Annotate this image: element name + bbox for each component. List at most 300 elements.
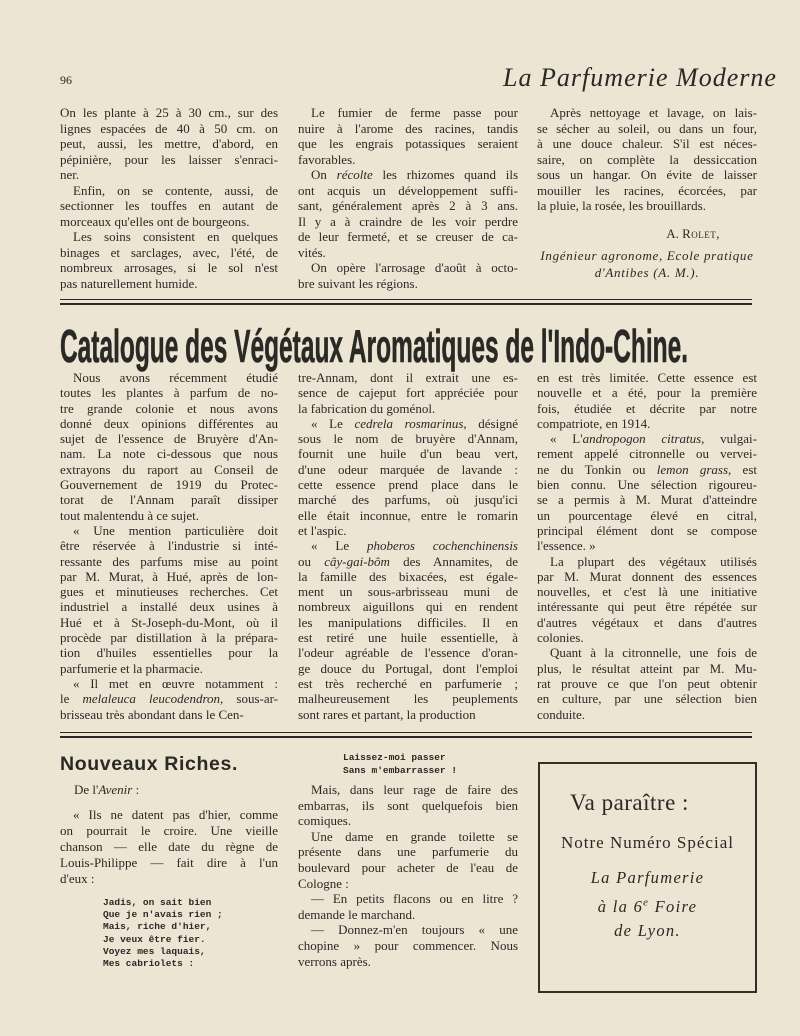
line-text bbox=[298, 198, 518, 213]
text-line bbox=[537, 630, 757, 645]
song-verse bbox=[103, 897, 223, 970]
text-line bbox=[298, 844, 518, 860]
text-run: à la 6 bbox=[597, 897, 644, 916]
text-line bbox=[537, 152, 757, 168]
text-line bbox=[537, 446, 757, 461]
line-text bbox=[537, 446, 757, 461]
line-text bbox=[298, 569, 518, 584]
article-intro bbox=[60, 807, 278, 887]
line-text bbox=[537, 538, 596, 553]
text-line bbox=[537, 492, 757, 507]
text-run: Foire bbox=[649, 897, 698, 916]
line-text bbox=[537, 569, 757, 584]
text-line bbox=[60, 183, 278, 199]
text-run: brisseau très abondant dans le Cen- bbox=[60, 706, 244, 722]
line-text bbox=[60, 446, 278, 461]
paragraph bbox=[60, 105, 278, 183]
text-line bbox=[298, 538, 518, 553]
text-run: (A. M.). bbox=[649, 265, 700, 280]
text-run: , est bbox=[728, 461, 757, 477]
line-text bbox=[311, 829, 518, 844]
paragraph bbox=[298, 538, 518, 722]
italic-text: Ingénieur agronome, Ecole pratique bbox=[540, 248, 754, 263]
line-text bbox=[311, 891, 518, 906]
line-text bbox=[298, 954, 371, 969]
text-line bbox=[298, 276, 518, 292]
text-run: On les plante à 25 à 30 cm., sur des bbox=[60, 105, 278, 120]
text-line bbox=[298, 661, 518, 676]
line-text bbox=[537, 615, 757, 630]
text-run: et l'aspic. bbox=[298, 522, 347, 538]
line-text bbox=[298, 676, 518, 691]
text-line bbox=[298, 260, 518, 276]
line-text bbox=[298, 136, 518, 151]
paragraph bbox=[60, 676, 278, 722]
verse-line: Voyez mes laquais, bbox=[103, 945, 206, 957]
line-text bbox=[60, 401, 278, 416]
text-run: « L' bbox=[550, 431, 583, 447]
text-line bbox=[60, 855, 278, 871]
announcement-box bbox=[538, 762, 757, 993]
line-text bbox=[60, 431, 278, 446]
line-text bbox=[537, 136, 757, 151]
text-run: toutes les plantes à parfum de no- bbox=[60, 385, 278, 401]
text-run: ment un sous-arbrisseau muni de bbox=[298, 584, 518, 600]
text-line bbox=[60, 431, 278, 446]
text-run: On opère l'arrosage d'août à octo- bbox=[311, 260, 518, 275]
text-line bbox=[60, 245, 278, 261]
text-run: à une douce chaleur. S'il est néces- bbox=[537, 136, 757, 151]
text-line bbox=[298, 167, 518, 183]
text-line bbox=[60, 229, 278, 245]
text-run: , désigné bbox=[463, 415, 518, 431]
text-run: verrons après. bbox=[298, 953, 371, 969]
line-text bbox=[60, 871, 94, 886]
article-title: Catalogue des Végétaux Aromatiques de l'Indo-Chine. bbox=[60, 320, 688, 372]
line-text bbox=[298, 245, 326, 260]
text-line bbox=[298, 599, 518, 614]
line-text bbox=[60, 554, 278, 569]
line-text bbox=[550, 105, 757, 120]
text-line bbox=[60, 105, 278, 121]
text-line bbox=[298, 707, 518, 722]
text-run: « Le bbox=[311, 415, 355, 431]
text-line bbox=[60, 645, 278, 660]
line-text bbox=[537, 676, 757, 691]
paragraph bbox=[298, 167, 518, 260]
text-run: ge douce du Portugal, dont l'emploi bbox=[298, 660, 518, 676]
text-run: Enfin, on se contente, aussi, de bbox=[73, 182, 278, 198]
text-line bbox=[60, 508, 278, 523]
text-run: compatriote, en 1914. bbox=[537, 415, 651, 431]
text-line bbox=[298, 198, 518, 214]
text-run: cette essence prend place dans le bbox=[298, 477, 518, 493]
paragraph bbox=[298, 829, 518, 891]
text-run: l'essence. » bbox=[537, 538, 596, 554]
text-run: Mais, dans leur rage de faire des bbox=[311, 782, 518, 797]
line-text bbox=[60, 645, 278, 660]
text-run: en est très limitée. Cette essence est bbox=[537, 370, 757, 385]
text-run: comiques. bbox=[298, 813, 352, 829]
line-text bbox=[60, 385, 278, 400]
line-text bbox=[298, 860, 518, 875]
text-line bbox=[298, 907, 518, 923]
text-line bbox=[298, 214, 518, 230]
text-line bbox=[298, 385, 518, 400]
article-column-1 bbox=[60, 370, 278, 722]
text-line bbox=[537, 538, 757, 553]
article-title-container bbox=[60, 753, 238, 777]
line-text bbox=[537, 462, 757, 477]
paragraph bbox=[537, 370, 757, 431]
text-run: industriel a installé deux usines à bbox=[60, 599, 278, 615]
text-line bbox=[298, 782, 518, 798]
line-text bbox=[298, 385, 518, 400]
line-text bbox=[298, 645, 518, 660]
text-line bbox=[537, 599, 757, 614]
line-text bbox=[298, 844, 518, 859]
line-text bbox=[537, 584, 757, 599]
italic-text: cedrela rosmarinus bbox=[354, 415, 464, 431]
line-text bbox=[60, 152, 278, 167]
text-run: fois, étudiée et décrite par notre bbox=[537, 400, 757, 416]
line-text bbox=[298, 508, 518, 523]
text-line bbox=[60, 198, 278, 214]
text-run: pépinière, pour les laisser s'enraci- bbox=[60, 151, 278, 167]
text-run: colonies. bbox=[537, 630, 584, 646]
text-run: nuire à l'arome des racines, tandis bbox=[298, 120, 518, 136]
text-run: en culture, par une sélection bien bbox=[537, 691, 757, 707]
text-line bbox=[537, 691, 757, 706]
text-run: présente dans une parfumerie du bbox=[298, 844, 518, 860]
verse-line: Mes cabriolets : bbox=[103, 958, 195, 970]
text-run: saire, on complète la dessiccation bbox=[537, 151, 757, 167]
text-run: de leur fermeté, et se creuser de ca- bbox=[298, 229, 518, 244]
text-line bbox=[537, 136, 757, 152]
text-line bbox=[537, 105, 757, 121]
text-run: morceaux qu'elles ont de bourgeons. bbox=[60, 213, 250, 229]
text-run: Le fumier de ferme passe pour bbox=[311, 105, 518, 120]
paragraph bbox=[298, 370, 518, 416]
text-run: par M. Murat donnent des essences bbox=[537, 568, 757, 584]
text-line bbox=[298, 121, 518, 137]
text-run: est très recherché en parfumerie ; bbox=[298, 675, 518, 691]
paragraph bbox=[298, 891, 518, 922]
text-run: boulevard pour acheter de l'eau de bbox=[298, 859, 518, 875]
text-line bbox=[537, 401, 757, 416]
line-text bbox=[73, 229, 278, 244]
text-line bbox=[298, 860, 518, 876]
text-run: que les engrais potassiques seraient bbox=[298, 136, 518, 151]
paragraph bbox=[60, 370, 278, 523]
text-run: vités. bbox=[298, 244, 326, 260]
text-run: parfumerie et la pharmacie. bbox=[60, 660, 203, 676]
text-run: être réservée à l'industrie si inté- bbox=[60, 538, 278, 554]
text-line bbox=[60, 615, 278, 630]
text-run: rement appelé citronnelle ou vervei- bbox=[537, 446, 757, 462]
text-line bbox=[298, 615, 518, 630]
text-run: les rhizomes quand ils bbox=[372, 167, 518, 182]
line-text bbox=[60, 167, 79, 182]
paragraph bbox=[60, 523, 278, 676]
text-run: Une dame en grande toilette se bbox=[311, 828, 518, 844]
line-text bbox=[298, 813, 351, 828]
line-text bbox=[537, 152, 757, 167]
line-text bbox=[537, 198, 706, 213]
text-line bbox=[60, 401, 278, 416]
text-run: sectionner les touffes en autant de bbox=[60, 198, 278, 213]
text-line bbox=[298, 876, 518, 892]
text-run: la fabrication du goménol. bbox=[298, 400, 436, 416]
text-line bbox=[60, 661, 278, 676]
text-run: torat de l'Annam paraît dissiper bbox=[60, 492, 278, 508]
text-line bbox=[298, 229, 518, 245]
text-line bbox=[298, 431, 518, 446]
author-affiliation bbox=[537, 265, 757, 281]
text-run: nombreux aiguillons qui en rendent bbox=[298, 599, 518, 615]
text-line bbox=[537, 462, 757, 477]
text-run: Cologne : bbox=[298, 875, 349, 891]
line-text bbox=[60, 839, 278, 854]
text-line bbox=[298, 508, 518, 523]
line-text bbox=[298, 691, 518, 706]
line-text bbox=[60, 245, 278, 260]
magazine-title: La Parfumerie Moderne bbox=[503, 63, 777, 92]
text-run: rat prouve ce que l'on peut obtenir bbox=[537, 675, 757, 691]
line-text bbox=[60, 416, 278, 431]
text-line bbox=[537, 385, 757, 400]
text-line bbox=[537, 477, 757, 492]
text-line bbox=[298, 370, 518, 385]
text-run: De l' bbox=[74, 782, 99, 797]
text-run: tion d'huiles essentielles pour la bbox=[60, 645, 278, 661]
text-line bbox=[537, 707, 757, 722]
italic-text: Avenir bbox=[98, 782, 133, 797]
text-line bbox=[298, 891, 518, 907]
text-run: nouvelles, et c'est là une initiative bbox=[537, 584, 757, 600]
text-line bbox=[60, 477, 278, 492]
text-line bbox=[60, 152, 278, 168]
line-text bbox=[550, 645, 757, 660]
text-run: sont rares et partant, la production bbox=[298, 706, 476, 722]
line-text bbox=[298, 707, 476, 722]
line-text bbox=[60, 707, 244, 722]
text-line bbox=[298, 245, 518, 261]
author-affiliation bbox=[537, 248, 757, 264]
line-text bbox=[73, 676, 278, 691]
text-line bbox=[60, 214, 278, 230]
line-text bbox=[60, 121, 278, 136]
article-title: Nouveaux Riches. bbox=[60, 754, 238, 775]
verse-line: Laissez-moi passer bbox=[343, 752, 446, 763]
line-text bbox=[298, 938, 518, 953]
text-run: nouvelle et a été, pour la première bbox=[537, 385, 757, 401]
double-rule-divider bbox=[60, 732, 752, 738]
text-run: principal élément dont se compose bbox=[537, 522, 757, 538]
line-text bbox=[298, 907, 415, 922]
text-run: Il y a à craindre de les voir perdre bbox=[298, 213, 518, 229]
text-run: Les soins consistent en quelques bbox=[73, 229, 278, 244]
paragraph bbox=[537, 554, 757, 646]
line-text bbox=[537, 167, 757, 182]
text-run: embarras, ils sont quelquefois bien bbox=[298, 797, 518, 813]
line-text bbox=[60, 477, 278, 492]
text-run: La plupart des végétaux utilisés bbox=[550, 553, 757, 569]
text-run: : bbox=[132, 782, 140, 797]
text-line bbox=[537, 645, 757, 660]
text-line bbox=[298, 676, 518, 691]
line-text bbox=[73, 523, 278, 538]
text-line bbox=[298, 523, 518, 538]
announcement-line: de Lyon. bbox=[614, 921, 681, 940]
text-line bbox=[60, 136, 278, 152]
text-run: ressante des parfums mise au point bbox=[60, 553, 278, 569]
announcement-line: La Parfumerie bbox=[590, 868, 705, 887]
text-line bbox=[537, 370, 757, 385]
line-text bbox=[298, 798, 518, 813]
text-line bbox=[60, 167, 278, 183]
text-run: le bbox=[60, 691, 83, 707]
text-line bbox=[60, 584, 278, 599]
text-line bbox=[298, 813, 518, 829]
text-run: elle était inconnue, entre le romarin bbox=[298, 507, 518, 523]
text-line bbox=[298, 554, 518, 569]
line-text bbox=[298, 431, 518, 446]
line-text bbox=[298, 183, 518, 198]
paragraph bbox=[537, 105, 757, 214]
text-line bbox=[60, 630, 278, 645]
text-run: l'odeur agréable de l'essence d'oran- bbox=[298, 645, 518, 661]
paragraph bbox=[298, 260, 518, 291]
paragraph bbox=[537, 645, 757, 721]
verse-line: Que je n'avais rien ; bbox=[103, 909, 223, 921]
text-run: « Le bbox=[311, 538, 367, 554]
text-line bbox=[298, 829, 518, 845]
song-verse bbox=[343, 751, 457, 777]
line-text bbox=[298, 401, 435, 416]
text-line bbox=[298, 462, 518, 477]
line-text bbox=[60, 538, 278, 553]
paragraph bbox=[298, 782, 518, 829]
line-text bbox=[60, 630, 278, 645]
text-run: donné deux opinions différentes au bbox=[60, 415, 278, 431]
text-line bbox=[298, 954, 518, 970]
line-text bbox=[60, 584, 278, 599]
line-text bbox=[311, 782, 518, 797]
text-run: plus, le résultat atteint par M. Mu- bbox=[537, 660, 757, 676]
line-text bbox=[73, 183, 278, 198]
text-line bbox=[60, 523, 278, 538]
author-signature bbox=[537, 226, 757, 242]
text-run: chanson — elle date du règne de bbox=[60, 839, 278, 854]
italic-text: phoberos cochenchinensis bbox=[367, 538, 518, 554]
text-run: ner. bbox=[60, 167, 80, 182]
source-credit bbox=[74, 782, 139, 798]
line-text bbox=[311, 105, 518, 120]
text-line bbox=[537, 523, 757, 538]
text-line bbox=[537, 615, 757, 630]
text-run: malheureusement les peuplements bbox=[298, 691, 518, 707]
text-run: ne du Tonkin ou bbox=[537, 461, 657, 477]
text-run: nombreux arrosages, si le sol n'est bbox=[60, 260, 278, 275]
text-line bbox=[60, 370, 278, 385]
text-line bbox=[298, 645, 518, 660]
text-run: on pourrait le croire. Une vieille bbox=[60, 823, 278, 838]
article-column-2 bbox=[298, 105, 518, 291]
paragraph bbox=[537, 431, 757, 553]
line-text bbox=[537, 121, 757, 136]
text-run: bre suivant les régions. bbox=[298, 275, 418, 291]
line-text bbox=[298, 615, 518, 630]
text-line bbox=[298, 416, 518, 431]
line-text bbox=[298, 584, 518, 599]
text-line bbox=[60, 276, 278, 292]
text-run: un pourcentage élevé en citral, bbox=[537, 507, 757, 523]
text-run: pas naturellement humide. bbox=[60, 275, 198, 291]
text-line bbox=[537, 554, 757, 569]
line-text bbox=[298, 630, 518, 645]
italic-text: melaleuca leucodendron bbox=[82, 691, 221, 707]
text-run: sence de cajeput fort appréciée pour bbox=[298, 385, 518, 401]
text-run: bien connu. Une sélection rigoureu- bbox=[537, 477, 757, 493]
line-text bbox=[60, 615, 278, 630]
text-run: procède par distillation à la prépara- bbox=[60, 630, 278, 646]
text-line bbox=[60, 385, 278, 400]
text-run: chopine » pour commencer. Nous bbox=[298, 937, 518, 953]
text-line bbox=[537, 676, 757, 691]
announcement-heading: Va paraître : bbox=[570, 790, 689, 815]
line-text bbox=[298, 599, 518, 614]
line-text bbox=[298, 876, 349, 891]
line-text bbox=[537, 630, 584, 645]
text-line bbox=[537, 569, 757, 584]
text-run: « Une mention particulière doit bbox=[73, 522, 278, 538]
verse-line: Sans m'embarrasser ! bbox=[343, 765, 458, 776]
page-number: 96 bbox=[60, 73, 72, 87]
text-line bbox=[298, 477, 518, 492]
line-text bbox=[298, 214, 518, 229]
text-line bbox=[298, 136, 518, 152]
text-line bbox=[537, 416, 757, 431]
text-line bbox=[60, 260, 278, 276]
line-text bbox=[60, 691, 278, 706]
text-run: sujet de l'essence de Bruyère d'An- bbox=[60, 431, 278, 447]
text-line bbox=[537, 198, 757, 214]
announcement-line bbox=[540, 897, 755, 917]
text-run: , vulgai- bbox=[701, 431, 757, 447]
text-run: tre grande colonie et nous avons bbox=[60, 400, 278, 416]
verse-line: Je veux être fier. bbox=[103, 933, 206, 945]
line-text bbox=[311, 922, 518, 937]
text-run: extrayons du raport au Conseil de bbox=[60, 461, 278, 477]
text-line bbox=[298, 938, 518, 954]
article-body bbox=[298, 782, 518, 969]
text-line bbox=[537, 584, 757, 599]
text-run: la famille des bixacées, est égale- bbox=[298, 568, 518, 584]
text-line bbox=[60, 676, 278, 691]
line-text bbox=[537, 691, 757, 706]
text-run: Quant à la citronnelle, une fois de bbox=[550, 645, 757, 661]
line-text bbox=[537, 183, 757, 198]
text-line bbox=[60, 416, 278, 431]
line-text bbox=[298, 229, 518, 244]
verse-line: Mais, riche d'hier, bbox=[103, 921, 212, 933]
text-line bbox=[298, 105, 518, 121]
line-text bbox=[537, 523, 757, 538]
text-run: conduite. bbox=[537, 706, 586, 722]
italic-text: d'Antibes bbox=[594, 265, 650, 280]
text-run: , sous-ar- bbox=[220, 691, 279, 707]
